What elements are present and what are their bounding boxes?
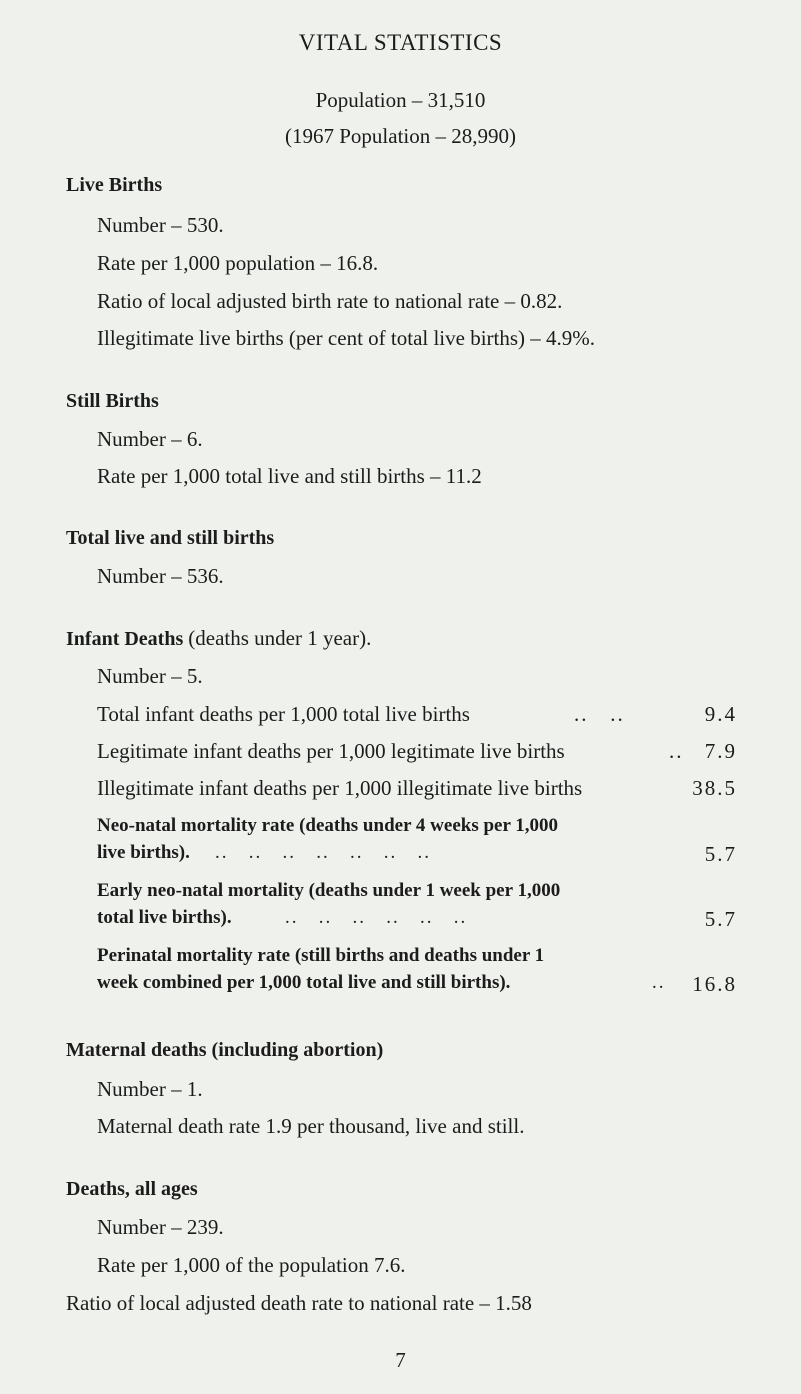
- bold-stat-label-line2: total live births).: [97, 907, 232, 928]
- infant-deaths-heading-line: [66, 626, 371, 651]
- population-current: Population – 31,510: [315, 88, 486, 112]
- infant-deaths-number: Number – 5.: [97, 664, 203, 688]
- stat-row-label: Legitimate infant deaths per 1,000 legitimate live births: [97, 739, 565, 763]
- total-births-heading: Total live and still births: [66, 527, 275, 549]
- bold-stat-value: 5.7: [704, 842, 737, 866]
- maternal-deaths-number: Number – 1.: [97, 1077, 203, 1101]
- dot-leader: .. .. .. .. .. .. ..: [215, 842, 431, 863]
- infant-deaths-heading-note: (deaths under 1 year).: [188, 626, 372, 650]
- deaths-number: Number – 239.: [97, 1215, 224, 1239]
- population-previous: (1967 Population – 28,990): [285, 124, 516, 148]
- still-births-rate: Rate per 1,000 total live and still births – 11.2: [97, 464, 482, 488]
- live-births-heading: Live Births: [66, 174, 163, 196]
- total-births-number: Number – 536.: [97, 564, 224, 588]
- still-births-heading: Still Births: [66, 390, 159, 412]
- infant-deaths-heading: Infant Deaths: [66, 628, 184, 650]
- bold-stat-label-line1: Early neo-natal mortality (deaths under 1 week per 1,000: [97, 880, 561, 901]
- dot-leader: ..: [652, 972, 666, 993]
- deaths-rate: Rate per 1,000 of the population 7.6.: [97, 1253, 406, 1277]
- live-births-number: Number – 530.: [97, 213, 224, 237]
- death-rate-ratio: Ratio of local adjusted death rate to national rate – 1.58: [66, 1291, 532, 1315]
- bold-stat-label-line1: Perinatal mortality rate (still births and deaths under 1: [97, 945, 545, 966]
- page-number: 7: [395, 1348, 406, 1372]
- page-title: VITAL STATISTICS: [298, 30, 503, 55]
- bold-stat-label-line2: week combined per 1,000 total live and still births).: [97, 972, 511, 993]
- stat-row-value: 7.9: [704, 739, 737, 763]
- stat-row-value: 9.4: [704, 702, 737, 726]
- bold-stat-label-line1: Neo-natal mortality rate (deaths under 4 weeks per 1,000: [97, 815, 559, 836]
- still-births-number: Number – 6.: [97, 427, 203, 451]
- bold-stat-value: 16.8: [692, 972, 737, 996]
- stat-row-label: Illegitimate infant deaths per 1,000 illegitimate live births: [97, 776, 583, 800]
- illegitimate-live-births: Illegitimate live births (per cent of total live births) – 4.9%.: [97, 326, 596, 350]
- dot-leader: ..: [669, 739, 684, 763]
- maternal-deaths-rate: Maternal death rate 1.9 per thousand, live and still.: [97, 1114, 525, 1138]
- bold-stat-value: 5.7: [704, 907, 737, 931]
- dot-leader: .. .. .. .. .. ..: [285, 907, 468, 928]
- live-births-rate: Rate per 1,000 population – 16.8.: [97, 251, 379, 275]
- deaths-all-ages-heading: Deaths, all ages: [66, 1178, 198, 1200]
- stat-row-label: Total infant deaths per 1,000 total live births: [97, 702, 470, 726]
- bold-stat-label-line2: live births).: [97, 842, 190, 863]
- stat-row-value: 38.5: [692, 776, 737, 800]
- dot-leader: .. ..: [574, 702, 625, 726]
- maternal-deaths-heading: Maternal deaths (including abortion): [66, 1039, 384, 1061]
- live-births-ratio: Ratio of local adjusted birth rate to national rate – 0.82.: [97, 289, 563, 313]
